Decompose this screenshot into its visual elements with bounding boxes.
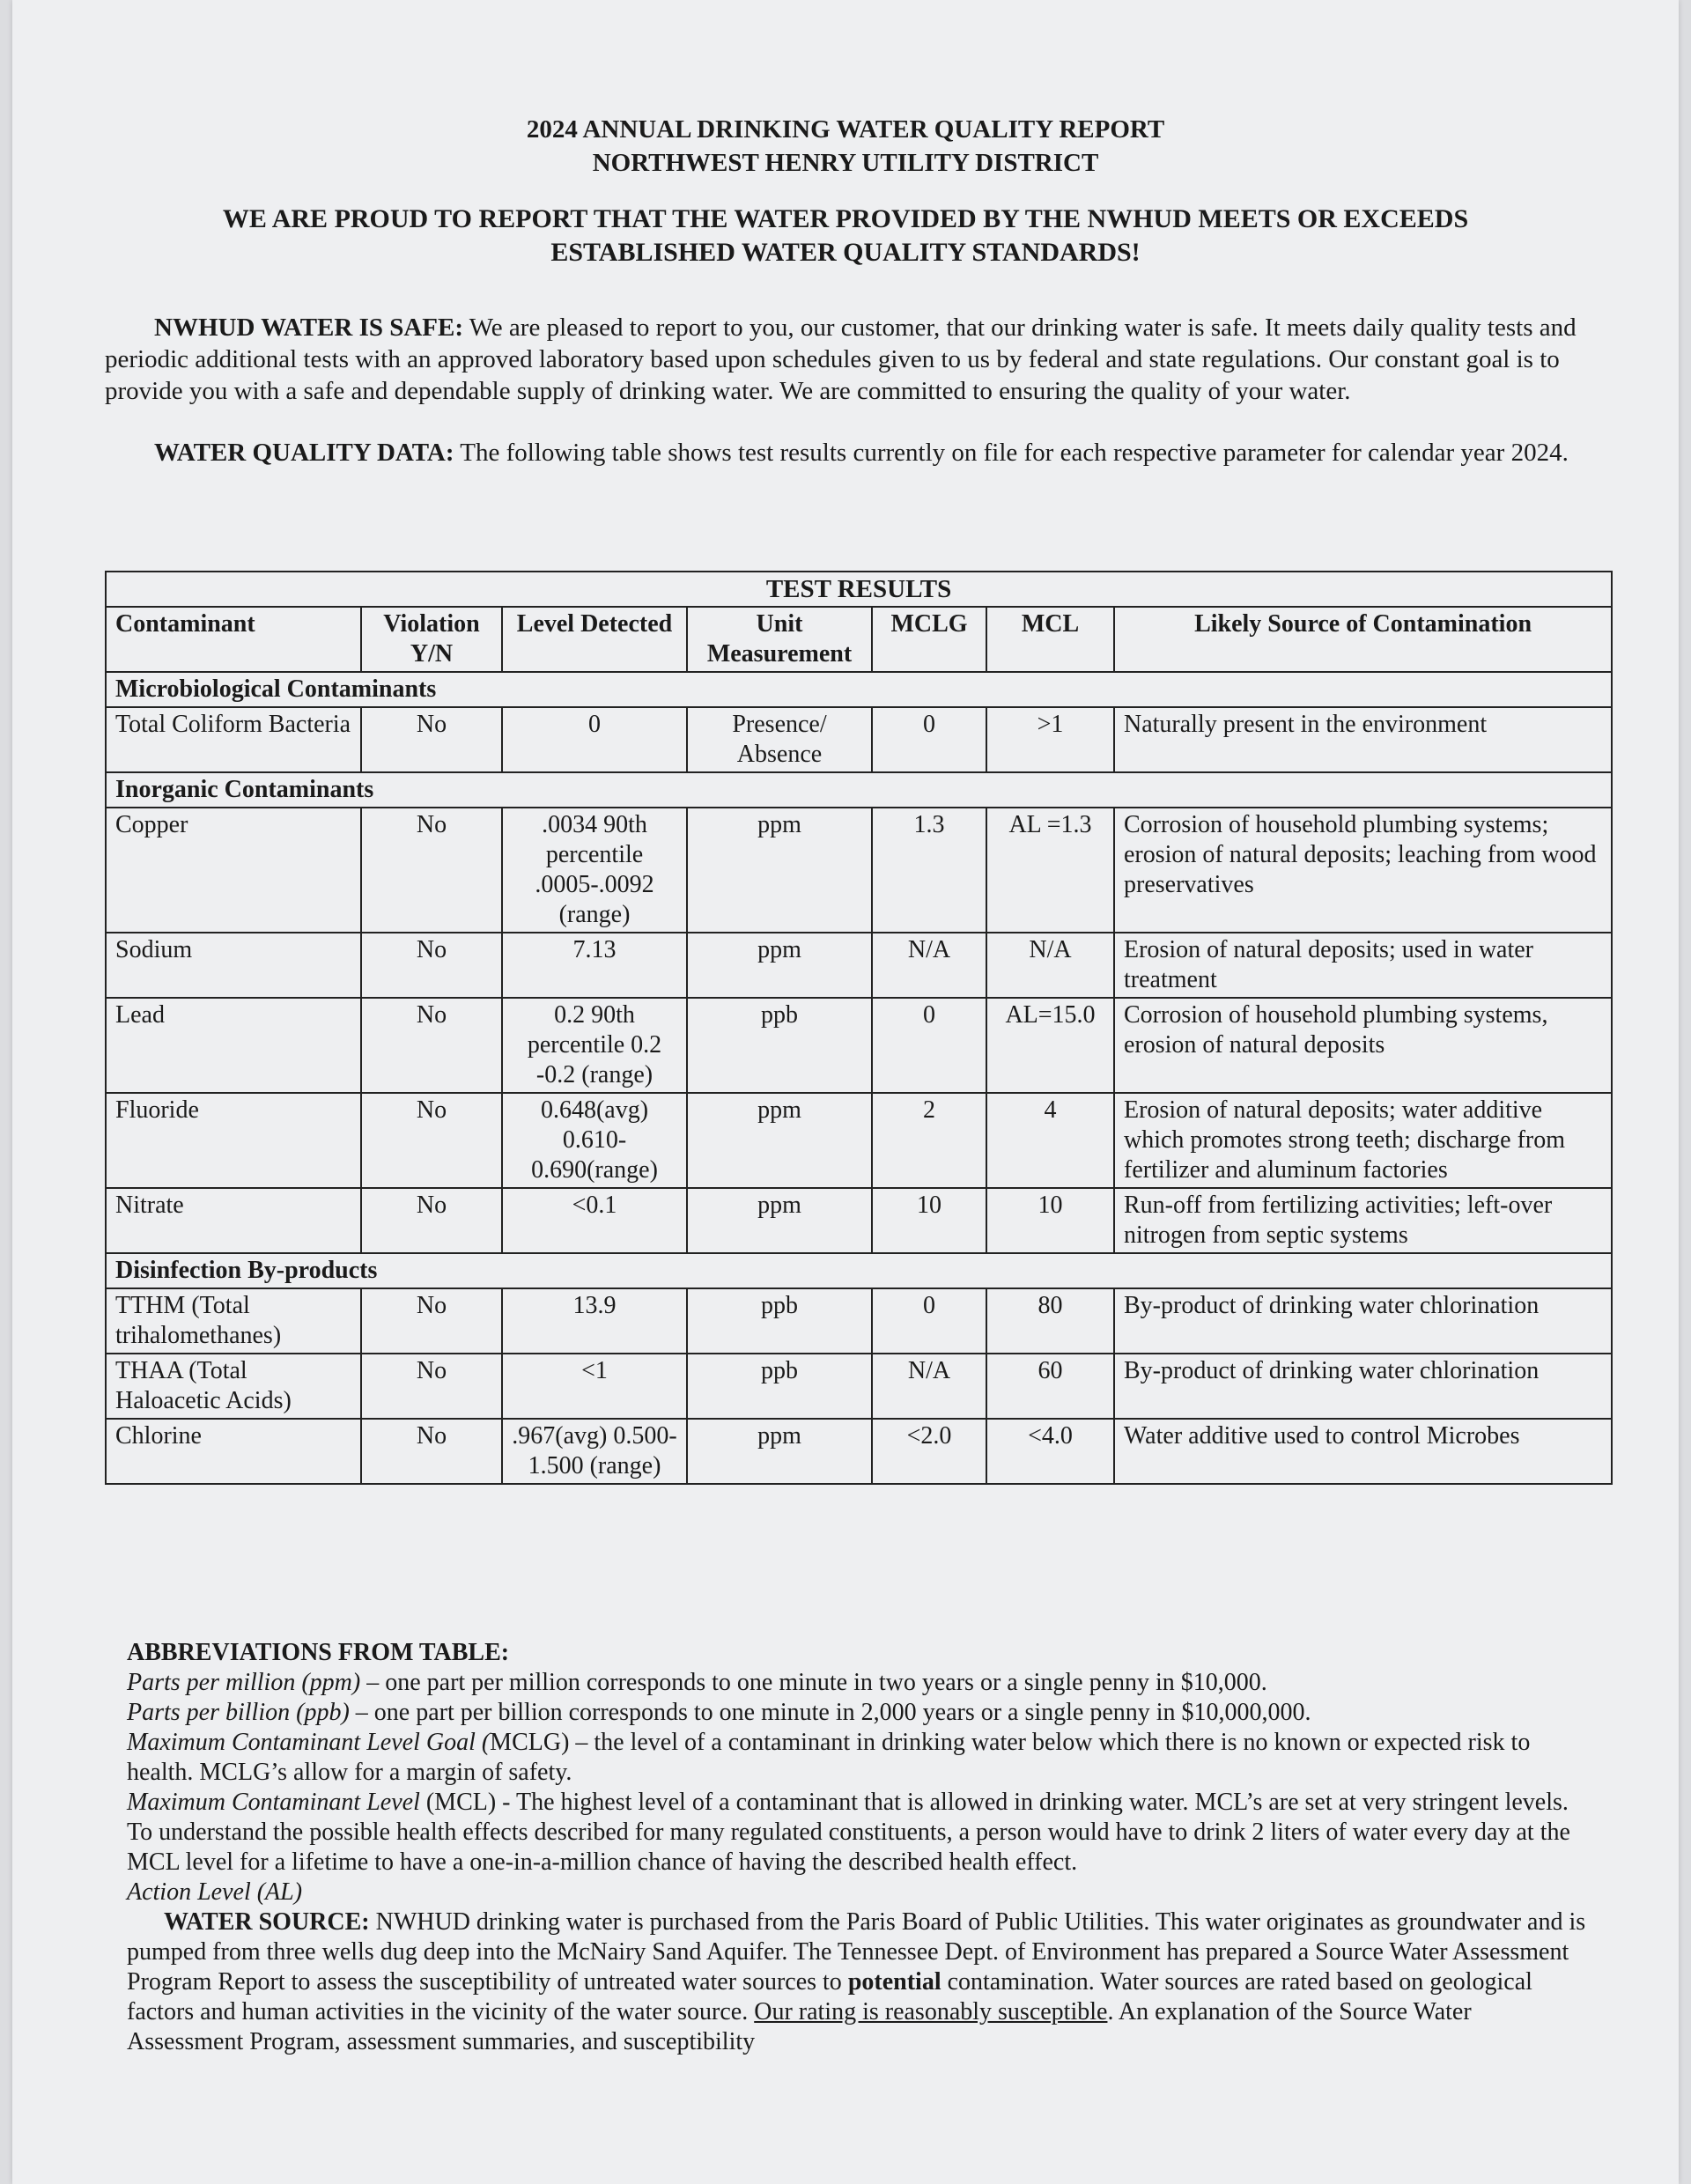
document-page	[12, 0, 1679, 2184]
cell-level: .0034 90th percentile .0005-.0092 (range)	[502, 808, 687, 933]
cell-source: Run-off from fertilizing activities; left-over nitrogen from septic systems	[1114, 1188, 1612, 1253]
cell-source: By-product of drinking water chlorination	[1114, 1354, 1612, 1419]
test-results-table	[105, 571, 1613, 1485]
cell-level: 13.9	[502, 1288, 687, 1354]
table-title: TEST RESULTS	[106, 572, 1612, 607]
table-row	[106, 707, 1612, 772]
report-title: 2024 ANNUAL DRINKING WATER QUALITY REPORT	[526, 115, 1165, 144]
cell-mcl: 60	[986, 1354, 1114, 1419]
cell-mcl: >1	[986, 707, 1114, 772]
abbr-mclg	[127, 1728, 1589, 1788]
cell-violation: No	[361, 933, 502, 998]
water-source-text-2: contamination. Water sources are rated based on geological factors and human activities in the vicinity of the water source.	[127, 1968, 1532, 2025]
abbr-mcl	[127, 1788, 1589, 1878]
cell-contaminant: Copper	[106, 808, 361, 933]
cell-violation: No	[361, 1288, 502, 1354]
cell-unit: ppm	[687, 1093, 872, 1188]
cell-mclg: 1.3	[872, 808, 986, 933]
header-mclg: MCLG	[872, 607, 986, 672]
table-row	[106, 933, 1612, 998]
abbr-ppm-text: – one part per million corresponds to one minute in two years or a single penny in $10,000.	[360, 1669, 1267, 1696]
cell-mcl: 4	[986, 1093, 1114, 1188]
water-source-text-3: . An explanation of the Source Water Assessment Program, assessment summaries, and susceptibility	[127, 1998, 1472, 2055]
abbr-al	[127, 1878, 1589, 1907]
cell-violation: No	[361, 1188, 502, 1253]
abbr-ppm-term: Parts per million (ppm)	[127, 1669, 361, 1696]
cell-contaminant: THAA (Total Haloacetic Acids)	[106, 1354, 361, 1419]
standards-banner: WE ARE PROUD TO REPORT THAT THE WATER PROVIDED BY THE NWHUD MEETS OR EXCEEDS ESTABLISHED WATER QUALITY STANDARDS!	[222, 204, 1469, 267]
section-disinfection: Disinfection By-products	[106, 1253, 1612, 1288]
cell-contaminant: Nitrate	[106, 1188, 361, 1253]
water-source-text-1: NWHUD drinking water is purchased from the Paris Board of Public Utilities. This water originates as groundwater and is pumped from three wells dug deep into the McNairy Sand Aquifer. The Tennessee Dept. of Environment has prepared a Source Water Assessment Program Report to assess the susceptibility of untreated water sources to	[127, 1908, 1586, 1996]
cell-source: Corrosion of household plumbing systems, erosion of natural deposits	[1114, 998, 1612, 1093]
cell-level: 0.2 90th percentile 0.2 -0.2 (range)	[502, 998, 687, 1093]
water-quality-data-heading: WATER QUALITY DATA:	[154, 439, 454, 467]
water-source-heading: WATER SOURCE:	[164, 1908, 370, 1936]
cell-mclg: 10	[872, 1188, 986, 1253]
water-quality-data-paragraph	[105, 437, 1593, 469]
abbr-mclg-text: MCLG) – the level of a contaminant in drinking water below which there is no known or expected risk to health. MCLG’s allow for a margin of safety.	[127, 1729, 1531, 1786]
cell-level: 0	[502, 707, 687, 772]
cell-mclg: 0	[872, 1288, 986, 1354]
cell-level: .967(avg) 0.500-1.500 (range)	[502, 1419, 687, 1484]
abbr-ppb	[127, 1698, 1589, 1728]
cell-source: Erosion of natural deposits; used in water treatment	[1114, 933, 1612, 998]
header-violation: Violation Y/N	[361, 607, 502, 672]
header-unit: Unit Measurement	[687, 607, 872, 672]
cell-source: By-product of drinking water chlorination	[1114, 1288, 1612, 1354]
cell-mclg: 0	[872, 998, 986, 1093]
abbr-mcl-term: Maximum Contaminant Level	[127, 1789, 420, 1816]
cell-contaminant: TTHM (Total trihalomethanes)	[106, 1288, 361, 1354]
water-safe-paragraph	[105, 312, 1593, 407]
abbr-mcl-text: (MCL) - The highest level of a contaminant that is allowed in drinking water. MCL’s are set at very stringent levels. To understand the possible health effects described for many regulated constituents, a person would have to drink 2 liters of water every day at the MCL level for a lifetime to have a one-in-a-million chance of having the described health effect.	[127, 1789, 1570, 1876]
cell-contaminant: Fluoride	[106, 1093, 361, 1188]
cell-contaminant: Chlorine	[106, 1419, 361, 1484]
cell-violation: No	[361, 1354, 502, 1419]
cell-unit: ppm	[687, 933, 872, 998]
abbreviations-section	[127, 1638, 1589, 2057]
cell-source: Water additive used to control Microbes	[1114, 1419, 1612, 1484]
cell-level: 7.13	[502, 933, 687, 998]
cell-unit: ppm	[687, 1419, 872, 1484]
cell-level: <1	[502, 1354, 687, 1419]
cell-level: 0.648(avg) 0.610- 0.690(range)	[502, 1093, 687, 1188]
abbr-ppm	[127, 1668, 1589, 1698]
section-inorganic: Inorganic Contaminants	[106, 772, 1612, 808]
cell-unit: ppb	[687, 1354, 872, 1419]
section-microbiological: Microbiological Contaminants	[106, 672, 1612, 707]
cell-source: Corrosion of household plumbing systems; erosion of natural deposits; leaching from wood preservatives	[1114, 808, 1612, 933]
cell-mcl: N/A	[986, 933, 1114, 998]
cell-unit: Presence/ Absence	[687, 707, 872, 772]
table-row	[106, 1419, 1612, 1484]
cell-violation: No	[361, 808, 502, 933]
cell-mclg: <2.0	[872, 1419, 986, 1484]
cell-mcl: AL =1.3	[986, 808, 1114, 933]
cell-mcl: <4.0	[986, 1419, 1114, 1484]
cell-contaminant: Sodium	[106, 933, 361, 998]
abbr-al-term: Action Level (AL)	[127, 1878, 303, 1906]
table-row	[106, 1093, 1612, 1188]
header-contaminant: Contaminant	[106, 607, 361, 672]
cell-mclg: N/A	[872, 933, 986, 998]
cell-violation: No	[361, 707, 502, 772]
water-source-rating: Our rating is reasonably susceptible	[754, 1998, 1108, 2025]
table-row	[106, 1288, 1612, 1354]
cell-mclg: 0	[872, 707, 986, 772]
table-header-row	[106, 607, 1612, 672]
header-mcl: MCL	[986, 607, 1114, 672]
cell-mclg: N/A	[872, 1354, 986, 1419]
abbr-ppb-term: Parts per billion (ppb)	[127, 1699, 350, 1726]
cell-contaminant: Total Coliform Bacteria	[106, 707, 361, 772]
cell-source: Naturally present in the environment	[1114, 707, 1612, 772]
water-source-bold-word: potential	[847, 1968, 941, 1996]
cell-mcl: 80	[986, 1288, 1114, 1354]
water-source-paragraph	[127, 1907, 1589, 2057]
cell-violation: No	[361, 1419, 502, 1484]
cell-level: <0.1	[502, 1188, 687, 1253]
cell-unit: ppb	[687, 1288, 872, 1354]
water-safe-heading: NWHUD WATER IS SAFE:	[154, 314, 464, 342]
table-row	[106, 1354, 1612, 1419]
cell-source: Erosion of natural deposits; water additive which promotes strong teeth; discharge from fertilizer and aluminum factories	[1114, 1093, 1612, 1188]
cell-violation: No	[361, 1093, 502, 1188]
water-quality-data-text: The following table shows test results currently on file for each respective parameter for calendar year 2024.	[454, 439, 1569, 467]
cell-mclg: 2	[872, 1093, 986, 1188]
cell-unit: ppm	[687, 1188, 872, 1253]
cell-mcl: AL=15.0	[986, 998, 1114, 1093]
cell-mcl: 10	[986, 1188, 1114, 1253]
abbr-ppb-text: – one part per billion corresponds to one minute in 2,000 years or a single penny in $10,000,000.	[349, 1699, 1311, 1726]
cell-contaminant: Lead	[106, 998, 361, 1093]
table-row	[106, 1188, 1612, 1253]
table-row	[106, 808, 1612, 933]
abbr-mclg-term: Maximum Contaminant Level Goal (	[127, 1729, 491, 1756]
water-safe-text: We are pleased to report to you, our customer, that our drinking water is safe. It meets daily quality tests and periodic additional tests with an approved laboratory based upon schedules given to us by federal and state regulations. Our constant goal is to provide you with a safe and dependable supply of drinking water. We are committed to ensuring the quality of your water.	[105, 314, 1577, 405]
table-row	[106, 998, 1612, 1093]
header-level: Level Detected	[502, 607, 687, 672]
cell-unit: ppb	[687, 998, 872, 1093]
cell-unit: ppm	[687, 808, 872, 933]
district-name: NORTHWEST HENRY UTILITY DISTRICT	[592, 149, 1099, 177]
cell-violation: No	[361, 998, 502, 1093]
abbreviations-heading: ABBREVIATIONS FROM TABLE:	[127, 1639, 510, 1666]
header-source: Likely Source of Contamination	[1114, 607, 1612, 672]
